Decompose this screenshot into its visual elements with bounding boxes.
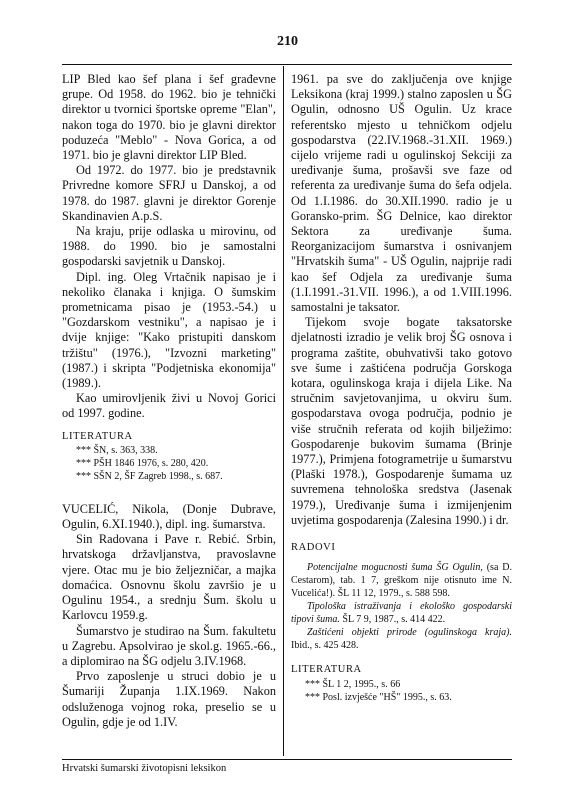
left-column	[62, 72, 276, 730]
entry-heading	[62, 502, 276, 532]
paragraph: Sin Radovana i Pave r. Rebić. Srbin, hrvatskoga državljanstva, pravoslavne vjere. Otac mu je bio željezničar, a majka domaćica. Osnovnu školu završio je u Ogulinu 1954., a srednju Šum. školu u Karlovcu 1959.g.	[62, 532, 276, 623]
literature-item: *** SŠN 2, ŠF Zagreb 1998., s. 687.	[76, 470, 223, 482]
paragraph: Tijekom svoje bogate taksatorske djelatnosti izradio je velik broj ŠG osnova i programa zaštite, obuhvativši tako gotovo sve šume i zaštićena područja Gorskoga kotara, ogulinskoga kraja i dijela Like. Na stručnim savjetovanjima, u okviru šum. gospodarstava ovoga područja, podnio je više stručnih referata od kojih bilježimo: Gospodarenje bukovim šumama (Brinje 1977.), Primjena fotogrametrije u šumarstvu (Plaški 1978.), Gospodarenje šumama uz suvremena tehnološka sredstva (Jasenak 1979.), Uređivanje šuma i izmijenjenim uvjetima gospodarenja (Zalesina 1990.) i dr.	[291, 315, 512, 527]
literatura-heading: LITERATURA	[62, 430, 133, 442]
column-divider	[283, 66, 284, 756]
work-details: ŠL 7 9, 1987., s. 414 422.	[339, 614, 446, 626]
literature-item: *** Posl. izvješće "HŠ" 1995., s. 63.	[305, 691, 452, 703]
bottom-rule	[62, 759, 512, 760]
work-item	[291, 600, 512, 626]
work-item	[291, 626, 512, 652]
work-title: Potencijalne mogucnosti šuma ŠG Ogulin,	[307, 562, 483, 574]
paragraph: LIP Bled kao šef plana i šef građevne grupe. Od 1958. do 1962. bio je tehnički direktor u tvornici športske opreme "Elan", nakon toga do 1970. bio je glavni direktor poduzeća "Meblo" - Nova Gorica, a od 1971. bio je glavni direktor LIP Bled.	[62, 72, 276, 163]
paragraph: 1961. pa sve do zaključenja ove knjige Leksikona (kraj 1999.) stalno zaposlen u ŠG Ogulin, odnosno UŠ Ogulin. Uz krace referentsko mjesto u tehničkom odjelu gospodarstva (22.IV.1968.-31.XII. 1969.) cijelo vrijeme radi u ogulinskoj Sekciji za uređivanje šuma, prošavši sve faze od referenta za uređivanje šuma do šefa odjela. Od 1.I.1986. do 30.XII.1990. radio je u Goransko-prim. ŠG Delnice, kao direktor Sektora za uređivanje šuma. Reorganizacijom šumarstva i osnivanjem "Hrvatskih šuma" - UŠ Ogulin, najprije radi kao šef Odjela za uređivanje šuma (1.I.1991.-31.VII. 1996.), a od 1.VIII.1996. samostalni je taksator.	[291, 72, 512, 315]
work-details: Ibid., s. 425 428.	[291, 640, 359, 652]
paragraph: Kao umirovljenik živi u Novoj Gorici od 1997. godine.	[62, 391, 276, 421]
entry-name: VUCELIĆ, Nikola,	[62, 501, 169, 516]
literature-item: *** ŠN, s. 363, 338.	[76, 444, 158, 456]
right-column	[291, 72, 512, 704]
work-item	[291, 561, 512, 600]
paragraph: Na kraju, prije odlaska u mirovinu, od 1988. do 1990. bio je samostalni gospodarski savjetnik u Danskoj.	[62, 224, 276, 269]
paragraph: Od 1972. do 1977. bio je predstavnik Privredne komore SFRJ u Danskoj, a od 1978. do 1987. glavni je direktor Gorenje Skandinavien A.p.S.	[62, 163, 276, 223]
paragraph: Prvo zaposlenje u struci dobio je u Šumariji Županja 1.IX.1969. Nakon odsluženoga vojnog roka, preselio se u Ogulin, gdje je od 1.IV.	[62, 669, 276, 729]
paragraph: Dipl. ing. Oleg Vrtačnik napisao je i nekoliko članaka i knjiga. O šumskim prometnicama pisao je (1953.-54.) u "Gozdarskom vestniku", a napisao je i dvije knjige: "Kako pristupiti danskom tržištu" (1976.), "Izvozni marketing" (1987.) i skripta "Podjetniska ekonomija" (1989.).	[62, 269, 276, 391]
entry-info: (Donje Dubrave, Ogulin, 6.XI.1940.), dipl. ing. šumarstva.	[62, 501, 276, 532]
radovi-heading: RADOVI	[291, 542, 336, 554]
top-rule	[62, 64, 512, 65]
work-title: Tipološka istraživanja i ekološko gospodarski tipovi šuma.	[291, 601, 512, 626]
running-footer: Hrvatski šumarski životopisni leksikon	[62, 763, 227, 774]
literature-item: *** PŠH 1846 1976, s. 280, 420.	[76, 457, 209, 469]
works-list	[291, 561, 512, 652]
work-title: Zaštićeni objekti prirode (ogulinskoga kraja).	[307, 627, 512, 639]
work-details: (sa D. Cestarom), tab. 1 7, greškom nije otisnuto ime N. Vucelića!). ŠL 11 12, 1979., s. 588 598.	[291, 562, 512, 600]
page-number: 210	[277, 34, 298, 49]
paragraph: Šumarstvo je studirao na Šum. fakultetu u Zagrebu. Apsolvirao je skol.g. 1965.-66., a diplomirao na ŠG odjelu 3.IV.1968.	[62, 623, 276, 668]
literatura-heading: LITERATURA	[291, 664, 362, 676]
literature-item: *** ŠL 1 2, 1995., s. 66	[305, 678, 401, 690]
